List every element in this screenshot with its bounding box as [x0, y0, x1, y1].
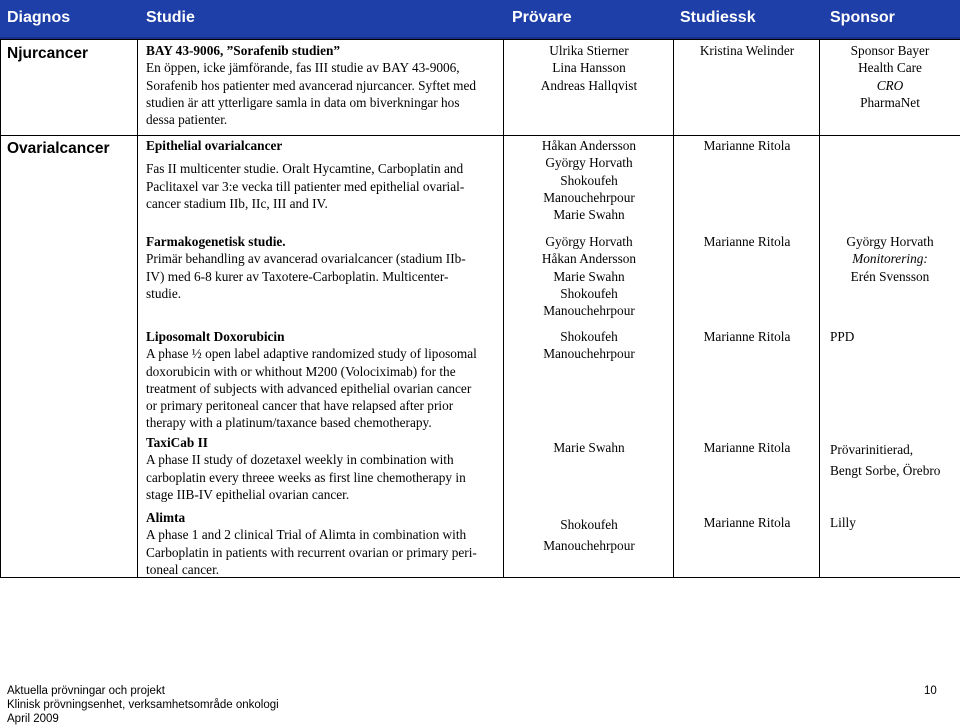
cell [1, 136, 138, 578]
footer [7, 684, 279, 726]
provare-name: Håkan Andersson [504, 250, 674, 267]
provare-name: Andreas Hallqvist [504, 77, 674, 94]
header-studie: Studie [146, 9, 195, 27]
study-line: En öppen, icke jämförande, fas III studie av BAY 43-9006, [146, 59, 476, 76]
footer-line: Klinisk prövningsenhet, verksamhetsområde onkologi [7, 698, 279, 712]
studiessk-liposomalt: Marianne Ritola [674, 328, 820, 345]
provare-name: Marie Swahn [504, 206, 674, 223]
study-line: Primär behandling av avancerad ovarialcancer (stadium IIb- [146, 250, 466, 267]
study-line: studien är att ytterligare samla in data om biverkningar hos [146, 94, 476, 111]
studiessk-alimta: Marianne Ritola [674, 514, 820, 531]
provare-name: Håkan Andersson [504, 137, 674, 154]
provare-name: Shokoufeh [504, 285, 674, 302]
provare-name: Ulrika Stierner [504, 42, 674, 59]
studiessk-taxicab: Marianne Ritola [674, 439, 820, 456]
footer-line: April 2009 [7, 712, 279, 726]
monitor-label: Monitorering: [820, 250, 960, 267]
study-line: doxorubicin with or whithout M200 (Volociximab) for the [146, 363, 477, 380]
sponsor-name: Health Care [820, 59, 960, 76]
cell [674, 136, 820, 578]
sponsor-taxicab [830, 439, 940, 481]
footer-line: Aktuella prövningar och projekt [7, 684, 279, 698]
provare-liposomalt [504, 328, 674, 363]
study-alimta [146, 509, 477, 578]
header-diagnos: Diagnos [7, 9, 70, 27]
study-table [0, 39, 960, 578]
sponsor-name: Prövarinitierad, [830, 439, 940, 460]
sponsor-cro-label: CRO [820, 77, 960, 94]
provare-taxicab: Marie Swahn [504, 439, 674, 456]
provare-name: Manouchehrpour [504, 302, 674, 319]
sponsor-njurcancer [820, 42, 960, 111]
study-title: Farmakogenetisk studie. [146, 233, 466, 250]
provare-name: Shokoufeh [504, 514, 674, 535]
header-provare: Prövare [512, 9, 572, 27]
study-line: cancer stadium IIb, IIc, III and IV. [146, 195, 464, 212]
header-studiessk: Studiessk [680, 9, 756, 27]
study-line: stage IIB-IV epithelial ovarian cancer. [146, 486, 466, 503]
study-line: toneal cancer. [146, 561, 477, 578]
study-line: IV) med 6-8 kurer av Taxotere-Carboplatin. Multicenter- [146, 268, 466, 285]
sponsor-cro-name: PharmaNet [820, 94, 960, 111]
provare-name: Shokoufeh [504, 172, 674, 189]
studiessk-njurcancer: Kristina Welinder [674, 42, 820, 59]
monitor-name: Erén Svensson [820, 268, 960, 285]
study-line: studie. [146, 285, 466, 302]
provare-name: Marie Swahn [504, 268, 674, 285]
provare-name: Lina Hansson [504, 59, 674, 76]
study-line: therapy with a platinum/taxance based chemotherapy. [146, 414, 477, 431]
table-header [0, 0, 960, 39]
study-line: treatment of subjects with advanced epithelial ovarian cancer [146, 380, 477, 397]
sponsor-name: György Horvath [820, 233, 960, 250]
provare-name: Manouchehrpour [504, 189, 674, 206]
cell [820, 136, 960, 578]
study-line: A phase 1 and 2 clinical Trial of Alimta in combination with [146, 526, 477, 543]
study-taxicab [146, 434, 466, 503]
study-line: carboplatin every threee weeks as first line chemotherapy in [146, 469, 466, 486]
study-title: BAY 43-9006, ”Sorafenib studien” [146, 42, 476, 59]
provare-epithelial [504, 137, 674, 223]
header-sponsor: Sponsor [830, 9, 895, 27]
study-title: TaxiCab II [146, 434, 466, 451]
diagnos-njurcancer: Njurcancer [7, 45, 88, 62]
study-title: Epithelial ovarialcancer [146, 137, 464, 154]
study-title: Alimta [146, 509, 477, 526]
study-line: Fas II multicenter studie. Oralt Hycamtine, Carboplatin and [146, 160, 464, 177]
study-line: dessa patienter. [146, 111, 476, 128]
study-line: A phase ½ open label adaptive randomized study of liposomal [146, 345, 477, 362]
provare-farmakogenetisk [504, 233, 674, 319]
provare-name: Manouchehrpour [504, 535, 674, 556]
provare-name: Shokoufeh [504, 328, 674, 345]
study-epithelial [146, 137, 464, 212]
study-farmakogenetisk [146, 233, 466, 302]
diagnos-ovarialcancer: Ovarialcancer [7, 140, 110, 157]
sponsor-farmakogenetisk [820, 233, 960, 285]
study-line: A phase II study of dozetaxel weekly in combination with [146, 451, 466, 468]
provare-alimta [504, 514, 674, 556]
provare-njurcancer [504, 42, 674, 94]
study-line: Carboplatin in patients with recurrent ovarian or primary peri- [146, 544, 477, 561]
study-line: Sorafenib hos patienter med avancerad njurcancer. Syftet med [146, 77, 476, 94]
study-liposomalt [146, 328, 477, 432]
provare-name: György Horvath [504, 154, 674, 171]
study-line: or primary peritoneal cancer that have relapsed after prior [146, 397, 477, 414]
studiessk-epithelial: Marianne Ritola [674, 137, 820, 154]
provare-name: Manouchehrpour [504, 345, 674, 362]
page-number: 10 [924, 684, 937, 698]
study-line: Paclitaxel var 3:e vecka till patienter med epithelial ovarial- [146, 178, 464, 195]
sponsor-name: Sponsor Bayer [820, 42, 960, 59]
study-njurcancer [146, 42, 476, 128]
study-title: Liposomalt Doxorubicin [146, 328, 477, 345]
sponsor-name: Bengt Sorbe, Örebro [830, 460, 940, 481]
studiessk-farmakogenetisk: Marianne Ritola [674, 233, 820, 250]
sponsor-liposomalt: PPD [830, 328, 854, 345]
provare-name: György Horvath [504, 233, 674, 250]
sponsor-alimta: Lilly [830, 514, 856, 531]
